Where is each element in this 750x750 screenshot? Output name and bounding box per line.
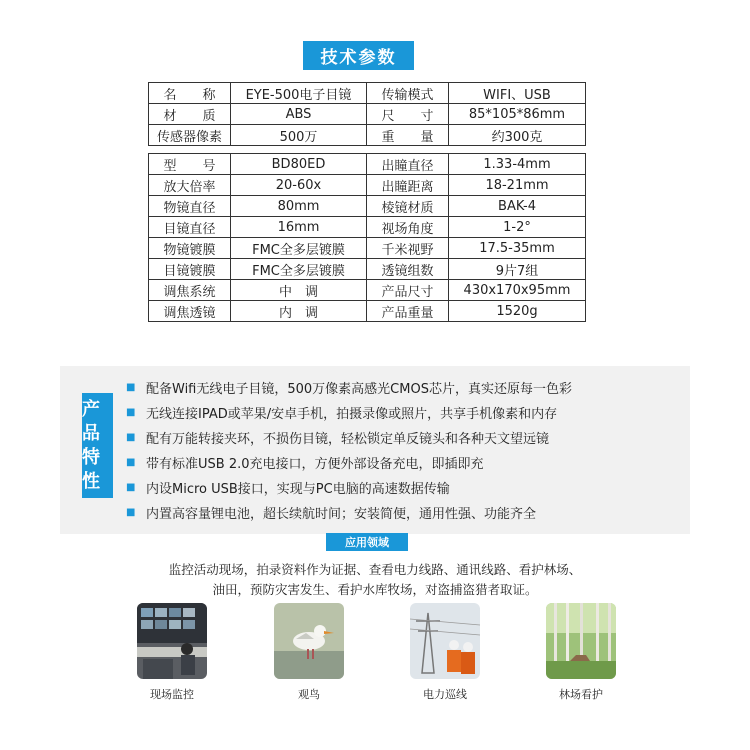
applications-tag: 应用领域 xyxy=(326,533,408,551)
forest-photo xyxy=(546,603,616,679)
spec-value: 430x170x95mm xyxy=(449,280,586,301)
feature-item xyxy=(126,450,686,475)
spec-value: 20-60x xyxy=(231,175,367,196)
bullet-icon: ■ xyxy=(126,382,136,393)
spec-value: 内 调 xyxy=(231,301,367,322)
spec-label: 重 量 xyxy=(367,125,449,146)
spec-value: 1-2° xyxy=(449,217,586,238)
feature-text: 配有万能转接夹环，不损伤目镜，轻松锁定单反镜头和各种天文望远镜 xyxy=(146,432,550,447)
feature-text: 配备Wifi无线电子目镜，500万像素高感光CMOS芯片，真实还原每一色彩 xyxy=(146,382,572,397)
features-tag-line: 产品 xyxy=(82,398,100,444)
spec-value: 18-21mm xyxy=(449,175,586,196)
spec-row xyxy=(149,175,586,196)
spec-label: 透镜组数 xyxy=(367,259,449,280)
feature-item xyxy=(126,400,686,425)
spec-row xyxy=(149,301,586,322)
feature-text: 内置高容量锂电池，超长续航时间；安装简便，通用性强、功能齐全 xyxy=(146,507,537,522)
spec-label: 目镜直径 xyxy=(149,217,231,238)
features-tag-line: 特性 xyxy=(82,446,100,492)
spec-label: 传输模式 xyxy=(367,83,449,104)
spec-row xyxy=(149,154,586,175)
spec-value: 1.33-4mm xyxy=(449,154,586,175)
spec-value: FMC全多层镀膜 xyxy=(231,259,367,280)
spec-value: ABS xyxy=(231,104,367,125)
spec-label: 物镜镀膜 xyxy=(149,238,231,259)
spec-value: 80mm xyxy=(231,196,367,217)
features-list xyxy=(126,375,686,525)
spec-value: EYE-500电子目镜 xyxy=(231,83,367,104)
spec-label: 产品尺寸 xyxy=(367,280,449,301)
spec-value: 500万 xyxy=(231,125,367,146)
application-label: 观鸟 xyxy=(298,688,320,701)
feature-item xyxy=(126,375,686,400)
spec-value: 约300克 xyxy=(449,125,586,146)
spec-label: 传感器像素 xyxy=(149,125,231,146)
spec-table-optical xyxy=(148,153,586,322)
spec-value: 16mm xyxy=(231,217,367,238)
spec-row xyxy=(149,238,586,259)
spec-row xyxy=(149,280,586,301)
spec-value: FMC全多层镀膜 xyxy=(231,238,367,259)
spec-value: 1520g xyxy=(449,301,586,322)
applications-desc-line: 监控活动现场，拍录资料作为证据、查看电力线路、通讯线路、看护林场、 xyxy=(168,562,582,577)
spec-label: 出瞳直径 xyxy=(367,154,449,175)
page-title: 技术参数 xyxy=(303,41,414,70)
features-tag xyxy=(82,393,113,498)
application-label: 电力巡线 xyxy=(423,688,467,701)
spec-label: 出瞳距离 xyxy=(367,175,449,196)
bullet-icon: ■ xyxy=(126,457,136,468)
spec-row xyxy=(149,104,586,125)
application-label: 林场看护 xyxy=(559,688,603,701)
spec-label: 放大倍率 xyxy=(149,175,231,196)
spec-value: 中 调 xyxy=(231,280,367,301)
spec-value: 9片7组 xyxy=(449,259,586,280)
spec-label: 棱镜材质 xyxy=(367,196,449,217)
application-label: 现场监控 xyxy=(150,688,194,701)
spec-label: 产品重量 xyxy=(367,301,449,322)
spec-label: 千米视野 xyxy=(367,238,449,259)
spec-label: 调焦透镜 xyxy=(149,301,231,322)
spec-row xyxy=(149,196,586,217)
spec-row xyxy=(149,259,586,280)
spec-label: 型 号 xyxy=(149,154,231,175)
feature-text: 无线连接IPAD或苹果/安卓手机，拍摄录像或照片，共享手机像素和内存 xyxy=(146,407,558,422)
spec-label: 材 质 xyxy=(149,104,231,125)
spec-label: 物镜直径 xyxy=(149,196,231,217)
spec-label: 目镜镀膜 xyxy=(149,259,231,280)
power-line-photo xyxy=(410,603,480,679)
feature-item xyxy=(126,500,686,525)
spec-value: BD80ED xyxy=(231,154,367,175)
feature-text: 内设Micro USB接口，实现与PC电脑的高速数据传输 xyxy=(146,482,450,497)
spec-table-basic xyxy=(148,82,586,146)
spec-label: 视场角度 xyxy=(367,217,449,238)
spec-label: 名 称 xyxy=(149,83,231,104)
spec-value: BAK-4 xyxy=(449,196,586,217)
feature-item xyxy=(126,475,686,500)
bird-watching-photo xyxy=(274,603,344,679)
bullet-icon: ■ xyxy=(126,407,136,418)
bullet-icon: ■ xyxy=(126,432,136,443)
spec-label: 尺 寸 xyxy=(367,104,449,125)
spec-value: 17.5-35mm xyxy=(449,238,586,259)
monitoring-room-photo xyxy=(137,603,207,679)
feature-item xyxy=(126,425,686,450)
feature-text: 带有标准USB 2.0充电接口，方便外部设备充电，即插即充 xyxy=(146,457,484,472)
spec-value: WIFI、USB xyxy=(449,83,586,104)
spec-row xyxy=(149,83,586,104)
spec-label: 调焦系统 xyxy=(149,280,231,301)
spec-row xyxy=(149,217,586,238)
bullet-icon: ■ xyxy=(126,507,136,518)
spec-value: 85*105*86mm xyxy=(449,104,586,125)
bullet-icon: ■ xyxy=(126,482,136,493)
applications-desc-line: 油田，预防灾害发生、看护水库牧场，对盗捕盗猎者取证。 xyxy=(212,582,538,597)
spec-row xyxy=(149,125,586,146)
